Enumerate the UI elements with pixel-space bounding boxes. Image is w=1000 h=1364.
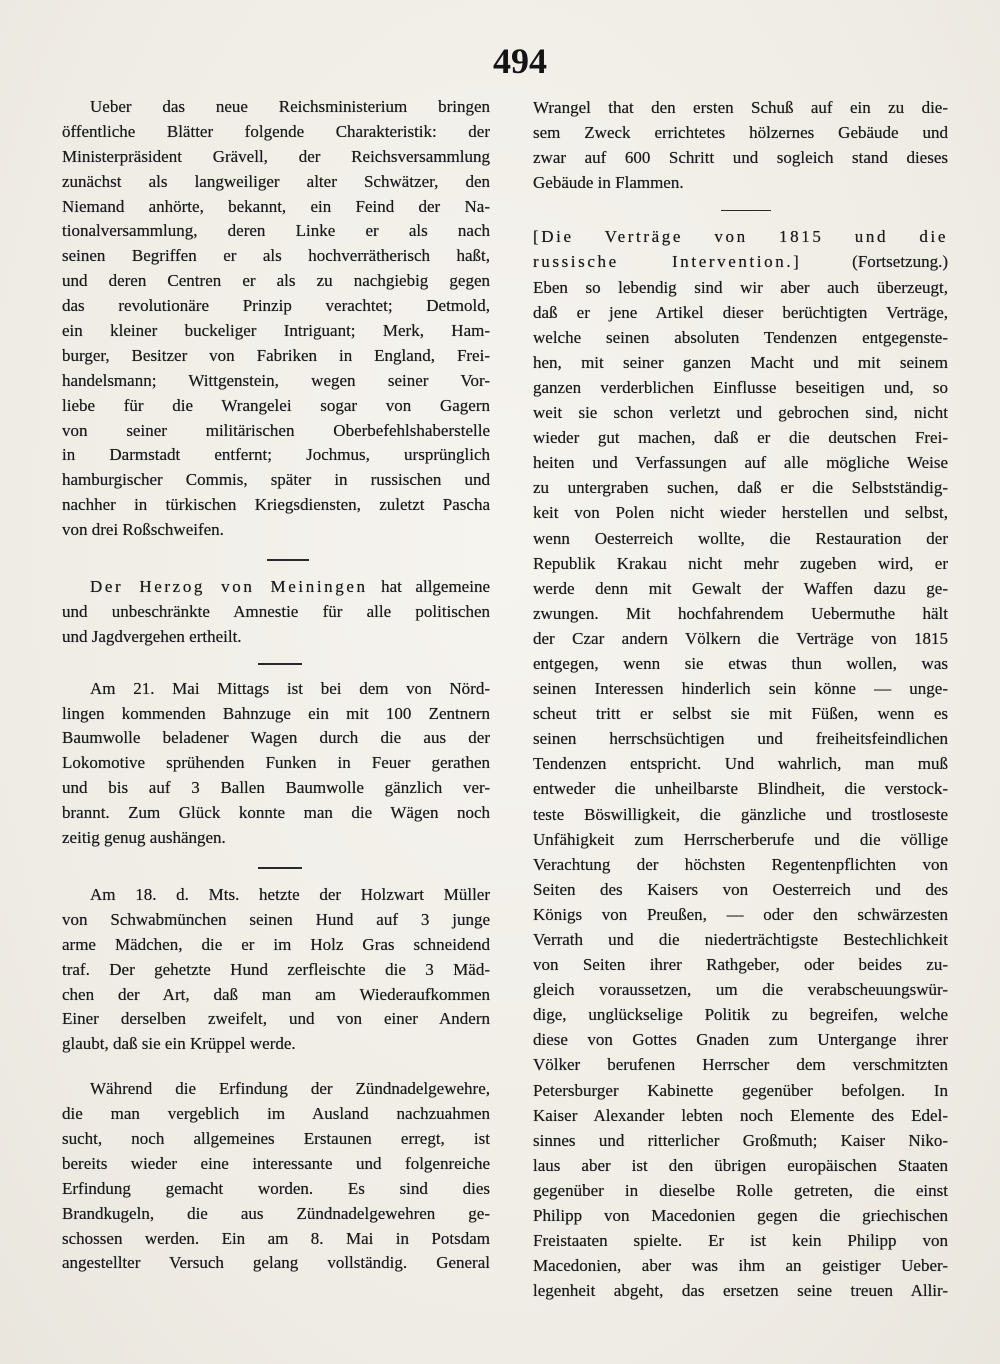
text-line: und deren Centren er als zu nachgiebig gegen — [62, 271, 490, 291]
text-line: schossen werden. Ein am 8. Mai in Potsdam — [62, 1228, 490, 1248]
text-line: der Czar andern Völkern die Verträge von 1815 — [533, 628, 948, 648]
text-line: Freistaaten spielte. Er ist kein Philipp von — [533, 1231, 948, 1251]
left-column — [62, 95, 490, 1276]
text-line: diese von Gottes Gnaden zum Untergange ihrer — [533, 1030, 948, 1050]
text-line: teste Böswilligkeit, die gänzliche und trostloseste — [533, 804, 948, 824]
text-line: burger, Besitzer von Fabriken in England, Frei- — [62, 345, 490, 365]
text-line: Erfindung gemacht worden. Es sind dies — [62, 1178, 490, 1198]
text-line: gleich voraussetzen, um die verabscheuungswür- — [533, 980, 948, 1000]
text-line: werde denn mit Gewalt der Waffen dazu ge- — [533, 578, 948, 598]
text-line: Am 21. Mai Mittags ist bei dem von Nörd- — [90, 678, 490, 698]
text-line: gegenüber in dieselbe Rolle getreten, die einst — [533, 1180, 948, 1200]
text-line: entweder die unheilbarste Blindheit, die verstock- — [533, 779, 948, 799]
text-line: zu untergraben suchen, daß er die Selbstständig- — [533, 478, 948, 498]
text-line — [533, 249, 948, 274]
text-line: Seiten des Kaisers von Oesterreich und des — [533, 879, 948, 899]
article-paragraph — [62, 1077, 490, 1276]
text-line: Verrath und die niederträchtigste Bestechlichkeit — [533, 930, 948, 949]
line-text: (Fortsetzung.) — [801, 252, 948, 272]
text-line: Ministerpräsident Grävell, der Reichsversammlung — [62, 146, 490, 166]
text-line: sem Zweck errichtetes hölzernes Gebäude und — [533, 123, 948, 143]
text-line: von seiner militärischen Oberbefehlshaberstelle — [62, 420, 490, 440]
text-line: handelsmann; Wittgenstein, wegen seiner Vor- — [62, 370, 490, 390]
text-line: lingen kommenden Bahnzuge ein mit 100 Zentnern — [62, 703, 490, 723]
text-line: glaubt, daß sie ein Krüppel werde. — [62, 1034, 296, 1054]
text-line: heiten und Verfassungen auf alle mögliche Weise — [533, 453, 948, 473]
paragraph-separator — [533, 195, 948, 224]
section-rule — [721, 210, 771, 212]
spaced-heading-text: russische Intervention.] — [533, 252, 802, 272]
article-paragraph — [533, 224, 948, 1303]
text-line: Brandkugeln, die aus Zündnadelgewehren ge- — [62, 1203, 490, 1223]
text-line — [533, 224, 948, 249]
text-line: Wrangel that den ersten Schuß auf ein zu die- — [533, 98, 948, 117]
text-line: Tendenzen entspricht. Und wahrlich, man muß — [533, 754, 948, 774]
text-line: die man vergeblich im Ausland nachzuahmen — [62, 1104, 490, 1124]
text-line: Republik Krakau nicht mehr zugeben wird, er — [533, 553, 948, 573]
text-line: von Seiten ihrer Rathgeber, oder beides zu- — [533, 955, 948, 975]
article-paragraph — [62, 883, 490, 1057]
spaced-heading-text: [Die Verträge von 1815 und die — [533, 227, 948, 247]
text-line: entgegen, wenn sie etwas thun wollen, was — [533, 653, 948, 673]
right-column — [533, 95, 948, 1303]
text-line: Lokomotive sprühenden Funken in Feuer gerathen — [62, 753, 490, 773]
text-line: Einer derselben zweifelt, und von einer Andern — [62, 1009, 490, 1029]
text-line: hamburgischer Commis, später in russischen und — [62, 470, 490, 490]
text-line: von Schwabmünchen seinen Hund auf 3 junge — [62, 909, 490, 929]
text-line: welche seinen absoluten Tendenzen entgegenste- — [533, 327, 948, 347]
text-line: dige, unglückselige Politik zu begreifen, welche — [533, 1005, 948, 1025]
text-line: Philipp von Macedonien gegen die griechischen — [533, 1206, 948, 1226]
text-line: zeitig genug aushängen. — [62, 828, 226, 848]
text-line: Macedonien, aber was ihm an geistiger Ueber- — [533, 1256, 948, 1276]
page-number: 494 — [493, 41, 547, 81]
line-text: hat allgemeine — [367, 577, 490, 597]
text-line: keit von Polen nicht wieder herstellen und selbst, — [533, 503, 948, 523]
section-rule — [258, 867, 302, 869]
article-paragraph — [533, 95, 948, 195]
text-line: sucht, noch allgemeines Erstaunen erregt, ist — [62, 1128, 490, 1148]
text-line: wenn Oesterreich wollte, die Restauration der — [533, 528, 948, 548]
text-line: Ueber das neue Reichsministerium bringen — [90, 97, 490, 116]
text-line: Während die Erfindung der Zündnadelgewehre, — [90, 1079, 490, 1099]
text-line: scheut tritt er selbst sie mit Füßen, wenn es — [533, 704, 948, 724]
text-line: seinen herrschsüchtigen und freiheitsfeindlichen — [533, 729, 948, 749]
text-line: Eben so lebendig sind wir aber auch überzeugt, — [533, 277, 948, 297]
text-line: in Darmstadt entfernt; Jochmus, ursprünglich — [62, 445, 490, 465]
text-line: daß er jene Artikel dieser berüchtigten Verträge, — [533, 302, 948, 322]
text-line: Petersburger Kabinette gegenüber befolgen. In — [533, 1080, 948, 1100]
text-line: weit sie schon verletzt und gebrochen sind, nicht — [533, 403, 948, 423]
text-line: seinen Begriffen er als hochverrätherisch haßt, — [62, 246, 490, 266]
text-line: laus aber ist den übrigen europäischen Staaten — [533, 1155, 948, 1175]
text-line: Baumwolle beladener Wagen durch die aus der — [62, 728, 490, 748]
text-line: Königs von Preußen, — oder den schwärzesten — [533, 904, 948, 924]
text-line: wieder gut machen, daß er die deutschen Frei- — [533, 428, 948, 448]
article-paragraph — [62, 575, 490, 650]
text-line: hen, mit seiner ganzen Macht und mit seinem — [533, 352, 948, 372]
text-line: seinen Interessen hinderlich sein könne — unge- — [533, 679, 948, 699]
text-line: Unfähigkeit zum Herrscherberufe und die völlige — [533, 829, 948, 849]
article-paragraph — [62, 95, 490, 543]
text-line: das revolutionäre Prinzip verachtet; Detmold, — [62, 296, 490, 316]
text-line: zwungen. Mit hochfahrendem Uebermuthe hält — [533, 603, 948, 623]
text-line: Verachtung der höchsten Regentenpflichten von — [533, 854, 948, 874]
text-line: Am 18. d. Mts. hetzte der Holzwart Müller — [90, 884, 490, 904]
text-line: Völker berufenen Herrscher dem verschmitzten — [533, 1055, 948, 1075]
paragraph-separator — [62, 650, 490, 677]
text-line: ein kleiner buckeliger Intriguant; Merk, Ham- — [62, 321, 490, 341]
paragraph-separator — [62, 543, 490, 575]
article-paragraph — [62, 677, 490, 851]
text-line: traf. Der gehetzte Hund zerfleischte die 3 Mäd- — [62, 959, 490, 979]
text-line: tionalversammlung, deren Linke er als nach — [62, 221, 490, 241]
text-line: arme Mädchen, die er im Holz Gras schneidend — [62, 934, 490, 954]
text-line: brannt. Zum Glück konnte man die Wägen noch — [62, 803, 490, 823]
text-line: bereits wieder eine interessante und folgenreiche — [62, 1153, 490, 1173]
text-line: von drei Roßschweifen. — [62, 520, 224, 540]
text-line: angestellter Versuch gelang vollständig. General — [62, 1253, 490, 1273]
text-line: nachher in türkischen Kriegsdiensten, zuletzt Pascha — [62, 495, 490, 515]
text-line: liebe für die Wrangelei sogar von Gagern — [62, 395, 490, 415]
spaced-heading-text: Der Herzog von Meiningen — [90, 577, 368, 597]
text-line: zunächst als langweiliger alter Schwätzer, den — [62, 171, 490, 191]
paragraph-separator — [62, 1057, 490, 1077]
text-line: und bis auf 3 Ballen Baumwolle gänzlich ver- — [62, 778, 490, 798]
text-line: chen der Art, daß man am Wiederaufkommen — [62, 984, 490, 1004]
section-rule — [267, 559, 309, 561]
text-line — [62, 575, 490, 600]
text-line: legenheit abgeht, das ersetzen seine treuen Allir- — [533, 1281, 948, 1301]
text-line: sinnes und ritterlicher Großmuth; Kaiser Niko- — [533, 1130, 948, 1150]
text-line: ganzen verderblichen Einflusse beseitigen und, so — [533, 377, 948, 397]
text-line: öffentliche Blätter folgende Charakteristik: der — [62, 121, 490, 141]
section-rule — [258, 663, 302, 665]
text-line: und unbeschränkte Amnestie für alle politischen — [62, 601, 490, 621]
text-line: zwar auf 600 Schritt und sogleich stand dieses — [533, 148, 948, 168]
text-line: Kaiser Alexander lebten noch Elemente des Edel- — [533, 1105, 948, 1125]
text-line: und Jagdvergehen ertheilt. — [62, 626, 242, 646]
text-line: Niemand anhörte, bekannt, ein Feind der Na- — [62, 196, 490, 216]
paragraph-separator — [62, 851, 490, 883]
text-line: Gebäude in Flammen. — [533, 173, 684, 193]
